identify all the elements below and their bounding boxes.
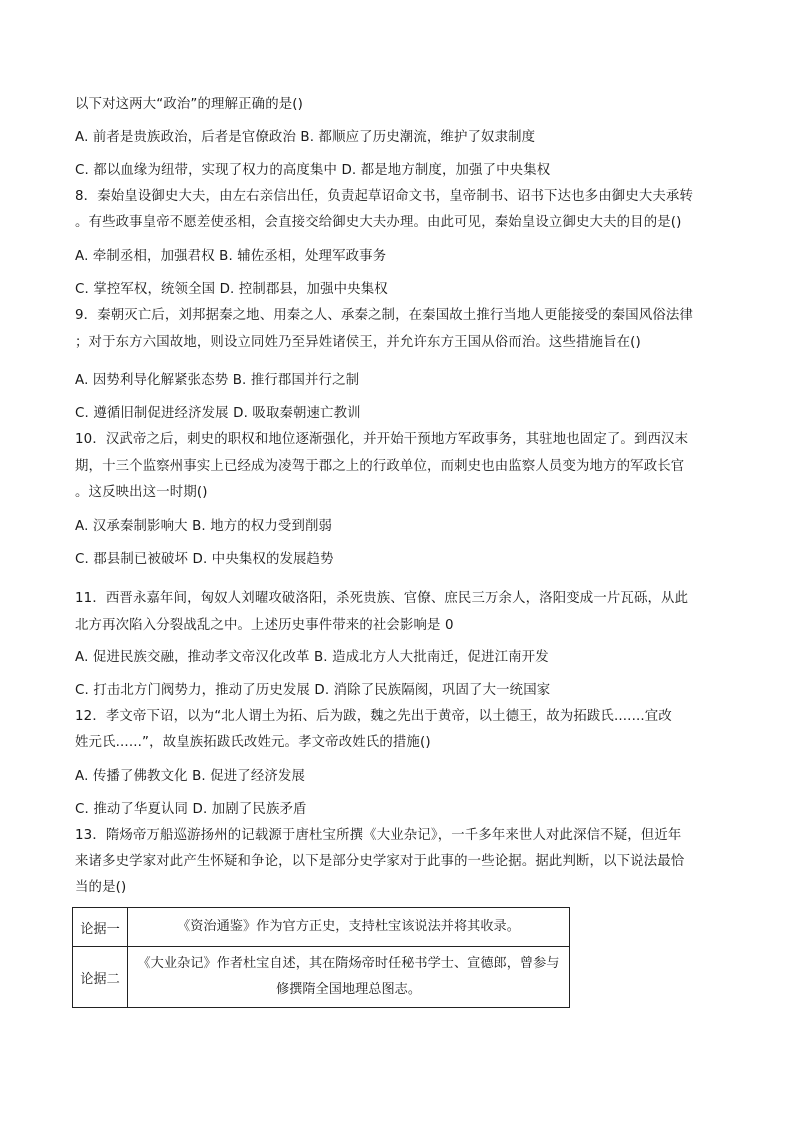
text-line-l10: A. 因势利导化解紧张态势 B. 推行郡国并行之制 — [75, 373, 360, 388]
table-row — [73, 908, 570, 947]
text-line-l14: 。这反映出这一时期() — [75, 485, 208, 500]
text-line-l24: C. 推动了华夏认同 D. 加剧了民族矛盾 — [75, 802, 307, 817]
text-line-l06: A. 牵制丞相，加强君权 B. 辅佐丞相，处理军政事务 — [75, 249, 387, 264]
text-line-l01: 以下对这两大“政治”的理解正确的是() — [75, 97, 304, 112]
text-line-l25: 13．隋炀帝万船巡游扬州的记载源于唐杜宝所撰《大业杂记》，一千多年来世人对此深信不疑，但近年 — [75, 828, 682, 843]
text-line-l16: C. 郡县制已被破坏 D. 中央集权的发展趋势 — [75, 552, 334, 567]
text-line-l21: 12．孝文帝下诏，以为“北人谓土为拓、后为跋，魏之先出于黄帝，以土德王，故为拓跋氏.......宜改 — [75, 709, 672, 724]
text-line-l02: A. 前者是贵族政治，后者是官僚政治 B. 都顺应了历史潮流，维护了奴隶制度 — [75, 130, 536, 145]
text-line-l17: 11．西晋永嘉年间，匈奴人刘曜攻破洛阳，杀死贵族、官僚、庶民三万余人，洛阳变成一片瓦砾，从此 — [75, 591, 689, 606]
text-line-l15: A. 汉承秦制影响大 B. 地方的权力受到削弱 — [75, 519, 333, 534]
table-row — [73, 947, 570, 1008]
text-line-l05: 。有些政事皇帝不愿差使丞相，会直接交给御史大夫办理。由此可见，秦始皇设立御史大夫的目的是() — [75, 215, 682, 230]
text-line-l13: 期，十三个监察州事实上已经成为凌驾于郡之上的行政单位，而刺史也由监察人员变为地方的军政长官 — [75, 459, 685, 474]
evidence-value: 《大业杂记》作者杜宝自述，其在隋炀帝时任秘书学士、宣德郎，曾参与修撰隋全国地理总图志。 — [128, 947, 570, 1008]
text-line-l20: C. 打击北方门阀势力，推动了历史发展 D. 消除了民族隔阂，巩固了大一统国家 — [75, 683, 551, 698]
text-line-l27: 当的是() — [75, 880, 127, 895]
text-line-l19: A. 促进民族交融，推动孝文帝汉化改革 B. 造成北方人大批南迁，促进江南开发 — [75, 650, 549, 665]
text-line-l07: C. 掌控军权，统领全国 D. 控制郡县，加强中央集权 — [75, 282, 388, 297]
text-line-l22: 姓元氏......”，故皇族拓跋氏改姓元。孝文帝改姓氏的措施() — [75, 735, 431, 750]
text-line-l09: ；对于东方六国故地，则设立同姓乃至异姓诸侯王，并允许东方王国从俗而治。这些措施旨在() — [75, 335, 641, 350]
evidence-key: 论据一 — [73, 908, 128, 947]
evidence-table — [72, 907, 570, 1008]
text-line-l12: 10．汉武帝之后，刺史的职权和地位逐渐强化，并开始干预地方军政事务，其驻地也固定了。到西汉末 — [75, 432, 689, 447]
text-line-l03: C. 都以血缘为纽带，实现了权力的高度集中 D. 都是地方制度，加强了中央集权 — [75, 163, 551, 178]
text-line-l23: A. 传播了佛教文化 B. 促进了经济发展 — [75, 769, 306, 784]
text-line-l26: 来诸多史学家对此产生怀疑和争论，以下是部分史学家对于此事的一些论据。据此判断，以下说法最恰 — [75, 854, 685, 869]
evidence-value: 《资治通鉴》作为官方正史，支持杜宝该说法并将其收录。 — [128, 908, 570, 947]
text-line-l18: 北方再次陷入分裂战乱之中。上述历史事件带来的社会影响是 0 — [75, 618, 454, 633]
text-line-l08: 9．秦朝灭亡后，刘邦据秦之地、用秦之人、承秦之制，在秦国故土推行当地人更能接受的秦国风俗法律 — [75, 308, 693, 323]
text-line-l04: 8．秦始皇设御史大夫，由左右亲信出任，负责起草诏命文书，皇帝制书、诏书下达也多由御史大夫承转 — [75, 189, 693, 204]
text-line-l11: C. 遵循旧制促进经济发展 D. 吸取秦朝速亡教训 — [75, 406, 361, 421]
evidence-key: 论据二 — [73, 947, 128, 1008]
